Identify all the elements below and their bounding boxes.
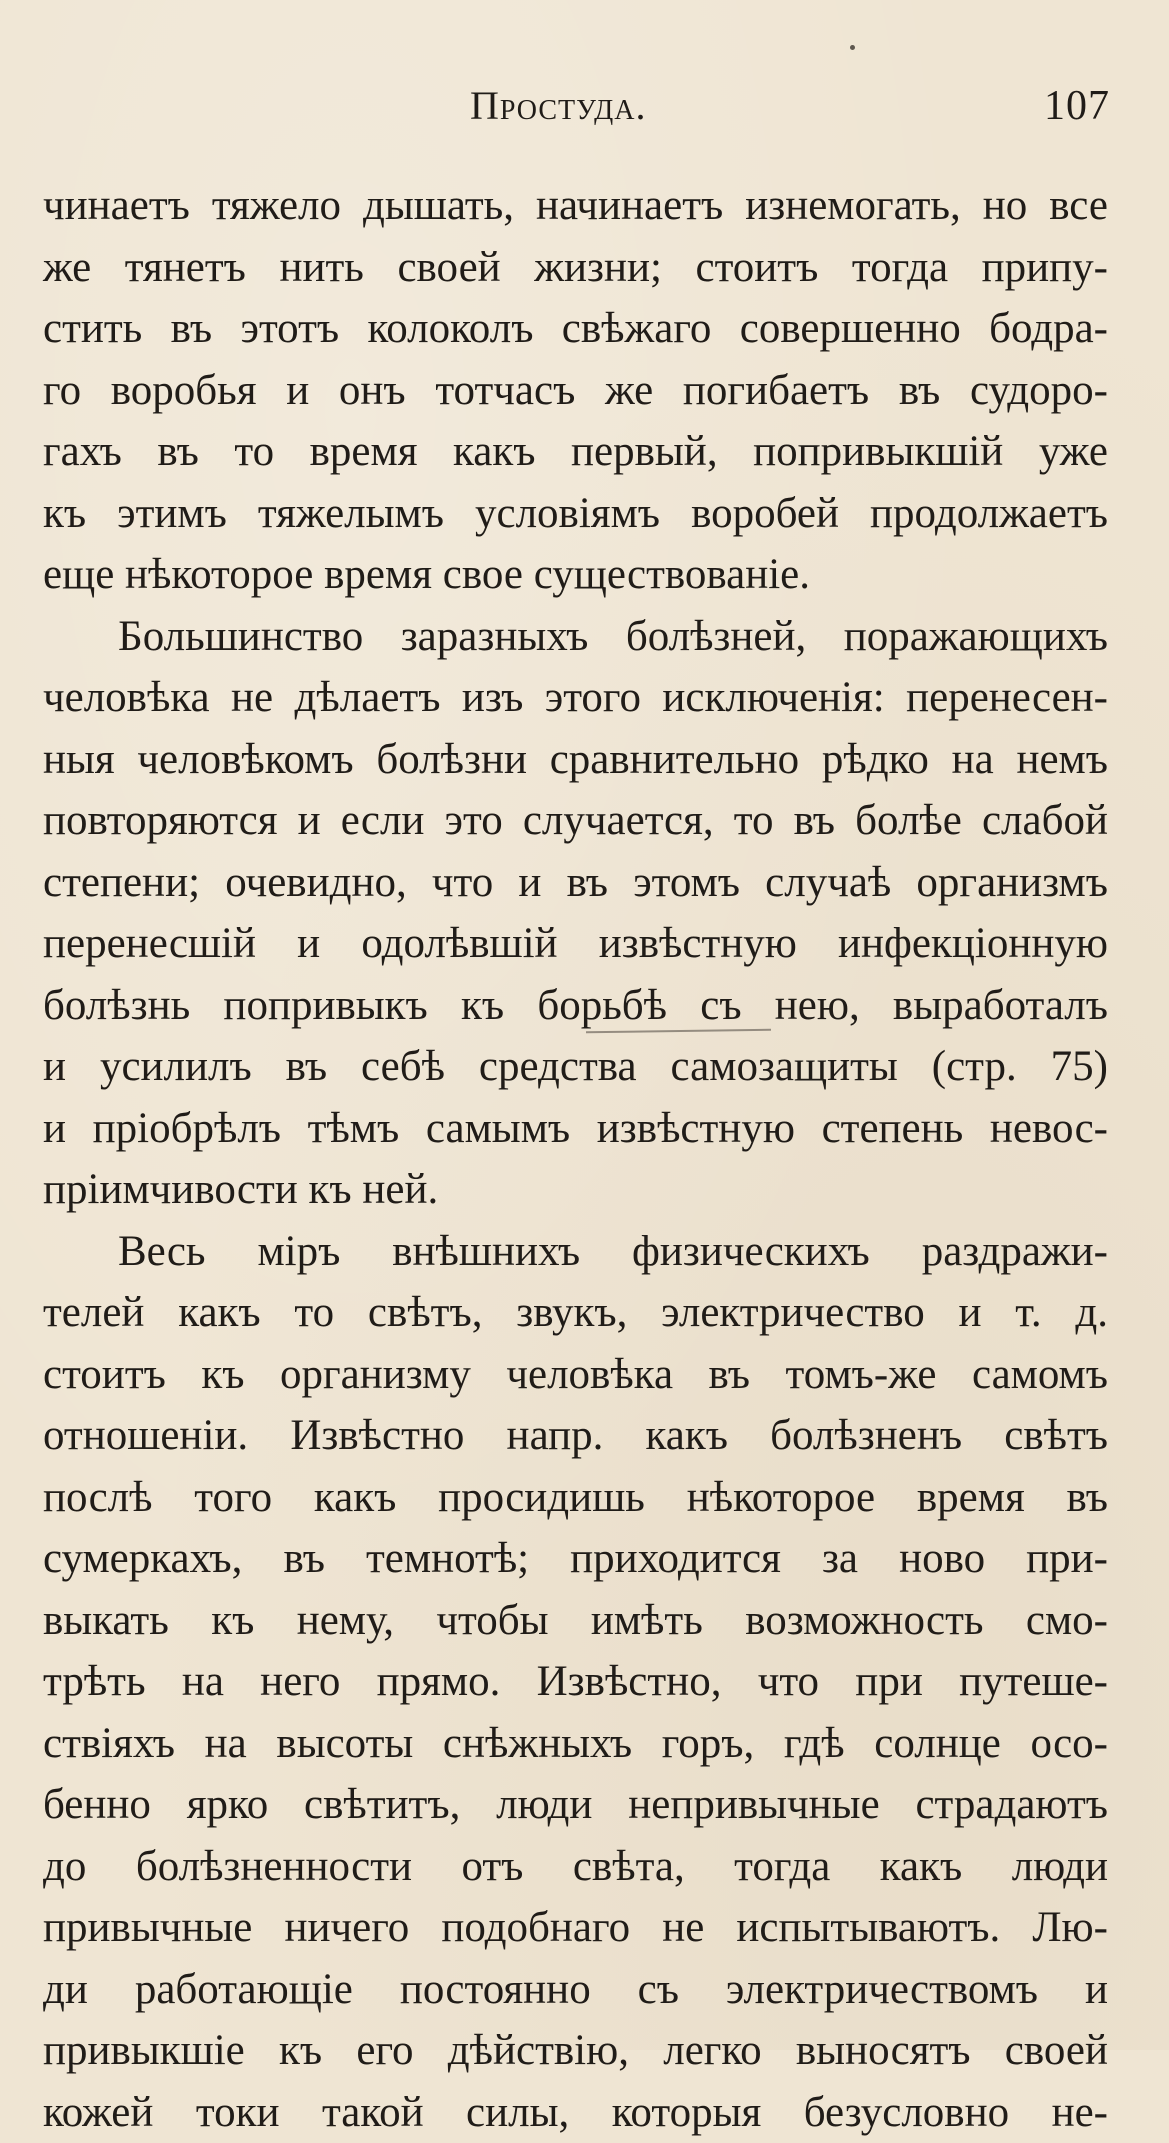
paragraph-first-line: Весь міръ внѣшнихъ физическихъ раздражи-: [43, 1221, 1108, 1283]
text-line: кожей токи такой силы, которыя безусловно не-: [43, 2082, 1108, 2143]
text-line: перенесшій и одолѣвшій извѣстную инфекціонную: [43, 913, 1108, 975]
text-line: привыкшіе къ его дѣйствію, легко выносятъ своей: [43, 2020, 1108, 2082]
page-number: 107: [1044, 82, 1110, 130]
text-line: до болѣзненности отъ свѣта, тогда какъ люди: [43, 1836, 1108, 1898]
text-line: болѣзнь попривыкъ къ борьбѣ съ нею, выработалъ: [43, 975, 1108, 1037]
ink-speck: [850, 45, 855, 50]
text-line: человѣка не дѣлаетъ изъ этого исключенія: перенесен-: [43, 667, 1108, 729]
text-line: го воробья и онъ тотчасъ же погибаетъ въ судоро-: [43, 360, 1108, 422]
text-line: степени; очевидно, что и въ этомъ случаѣ организмъ: [43, 852, 1108, 914]
text-line: чинаетъ тяжело дышать, начинаетъ изнемогать, но все: [43, 175, 1108, 237]
text-line: ди работающіе постоянно съ электричествомъ и: [43, 1959, 1108, 2021]
text-line: трѣть на него прямо. Извѣстно, что при путеше-: [43, 1651, 1108, 1713]
text-line: и пріобрѣлъ тѣмъ самымъ извѣстную степень невос-: [43, 1098, 1108, 1160]
text-line: ныя человѣкомъ болѣзни сравнительно рѣдко на немъ: [43, 729, 1108, 791]
text-line: еще нѣкоторое время свое существованіе.: [43, 544, 1108, 606]
text-line: пріимчивости къ ней.: [43, 1159, 1108, 1221]
text-line: ствіяхъ на высоты снѣжныхъ горъ, гдѣ солнце осо-: [43, 1713, 1108, 1775]
body-text: [43, 175, 1108, 2143]
page-header: [470, 82, 1110, 142]
text-line: гахъ въ то время какъ первый, попривыкшій уже: [43, 421, 1108, 483]
text-line: и усилилъ въ себѣ средства самозащиты (стр. 75): [43, 1036, 1108, 1098]
text-line: послѣ того какъ просидишь нѣкоторое время въ: [43, 1467, 1108, 1529]
text-line: же тянетъ нить своей жизни; стоитъ тогда припу-: [43, 237, 1108, 299]
text-line: бенно ярко свѣтитъ, люди непривычные страдаютъ: [43, 1774, 1108, 1836]
text-line: выкать къ нему, чтобы имѣть возможность смо-: [43, 1590, 1108, 1652]
text-line: къ этимъ тяжелымъ условіямъ воробей продолжаетъ: [43, 483, 1108, 545]
running-title: Простуда.: [470, 82, 646, 129]
text-line: отношеніи. Извѣстно напр. какъ болѣзненъ свѣтъ: [43, 1405, 1108, 1467]
paragraph-first-line: Большинство заразныхъ болѣзней, поражающихъ: [43, 606, 1108, 668]
text-line: сумеркахъ, въ темнотѣ; приходится за ново при-: [43, 1528, 1108, 1590]
text-line: повторяются и если это случается, то въ болѣе слабой: [43, 790, 1108, 852]
text-line: стить въ этотъ колоколъ свѣжаго совершенно бодра-: [43, 298, 1108, 360]
text-line: стоитъ къ организму человѣка въ томъ-же самомъ: [43, 1344, 1108, 1406]
text-line: привычные ничего подобнаго не испытываютъ. Лю-: [43, 1897, 1108, 1959]
text-line: телей какъ то свѣтъ, звукъ, электричество и т. д.: [43, 1282, 1108, 1344]
